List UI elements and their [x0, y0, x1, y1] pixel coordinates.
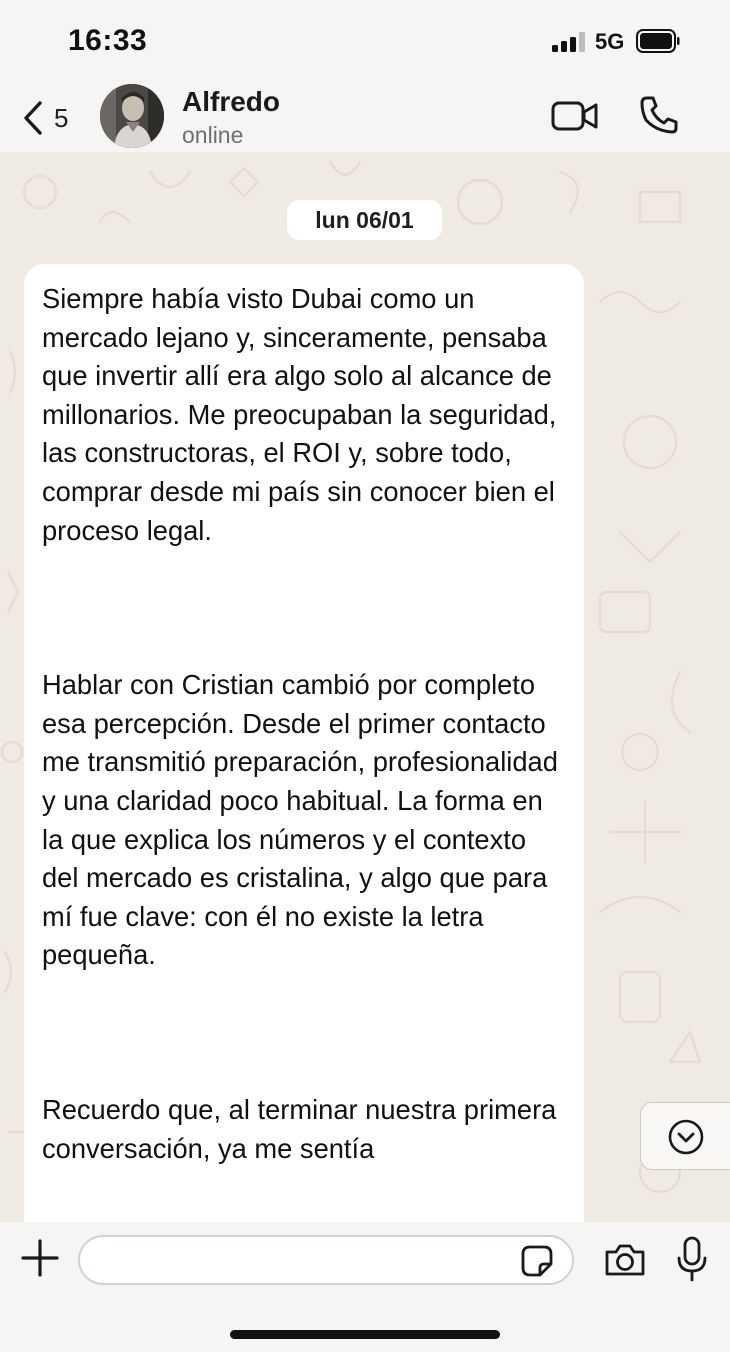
microphone-icon[interactable] — [676, 1236, 708, 1282]
message-bubble[interactable] — [24, 264, 584, 1222]
chat-header — [0, 80, 730, 152]
avatar[interactable] — [100, 84, 164, 148]
avatar-photo — [100, 84, 164, 148]
paragraph-spacer — [42, 975, 566, 1091]
message-paragraph-3: Recuerdo que, al terminar nuestra primera conversación, ya me sentía — [42, 1093, 564, 1164]
network-label: 5G — [595, 29, 625, 54]
back-button[interactable] — [22, 98, 84, 138]
home-indicator — [230, 1330, 500, 1339]
contact-status: online — [182, 122, 244, 148]
message-paragraph-1: Siempre había visto Dubai como un mercado lejano y, sinceramente, pensaba que invertir allí era algo solo al alcance de millonarios. Me preocupaban la seguridad, las constructoras, el ROI y, sobre todo, comprar desde mi país sin conocer bien el proceso legal. — [42, 283, 564, 546]
chevron-left-icon — [22, 100, 44, 136]
message-paragraph-2: Hablar con Cristian cambió por completo esa percepción. Desde el primer contacto me transmitió preparación, profesionalidad y una claridad poco habitual. La forma en la que explica los números y el contexto del mercado es cristalina, y algo que para mí fue clave: con él no existe la letra pequeña. — [42, 669, 566, 971]
unread-count: 5 — [54, 102, 69, 133]
status-time: 16:33 — [68, 24, 148, 57]
date-chip: lun 06/01 — [287, 200, 442, 240]
input-bar — [0, 1222, 730, 1352]
chat-area[interactable] — [0, 152, 730, 1222]
paragraph-spacer — [42, 550, 566, 666]
camera-icon[interactable] — [603, 1242, 647, 1278]
phone-icon[interactable] — [638, 94, 680, 136]
chevron-down-circle-icon — [668, 1119, 704, 1155]
scroll-to-bottom-button[interactable] — [640, 1102, 730, 1170]
sticker-icon[interactable] — [520, 1244, 554, 1278]
video-call-icon[interactable] — [550, 98, 600, 134]
signal-icon — [552, 32, 586, 52]
message-input[interactable] — [78, 1235, 574, 1285]
battery-icon — [636, 29, 680, 53]
contact-name[interactable]: Alfredo — [182, 86, 280, 117]
plus-icon[interactable] — [20, 1238, 60, 1278]
status-bar — [0, 0, 730, 80]
